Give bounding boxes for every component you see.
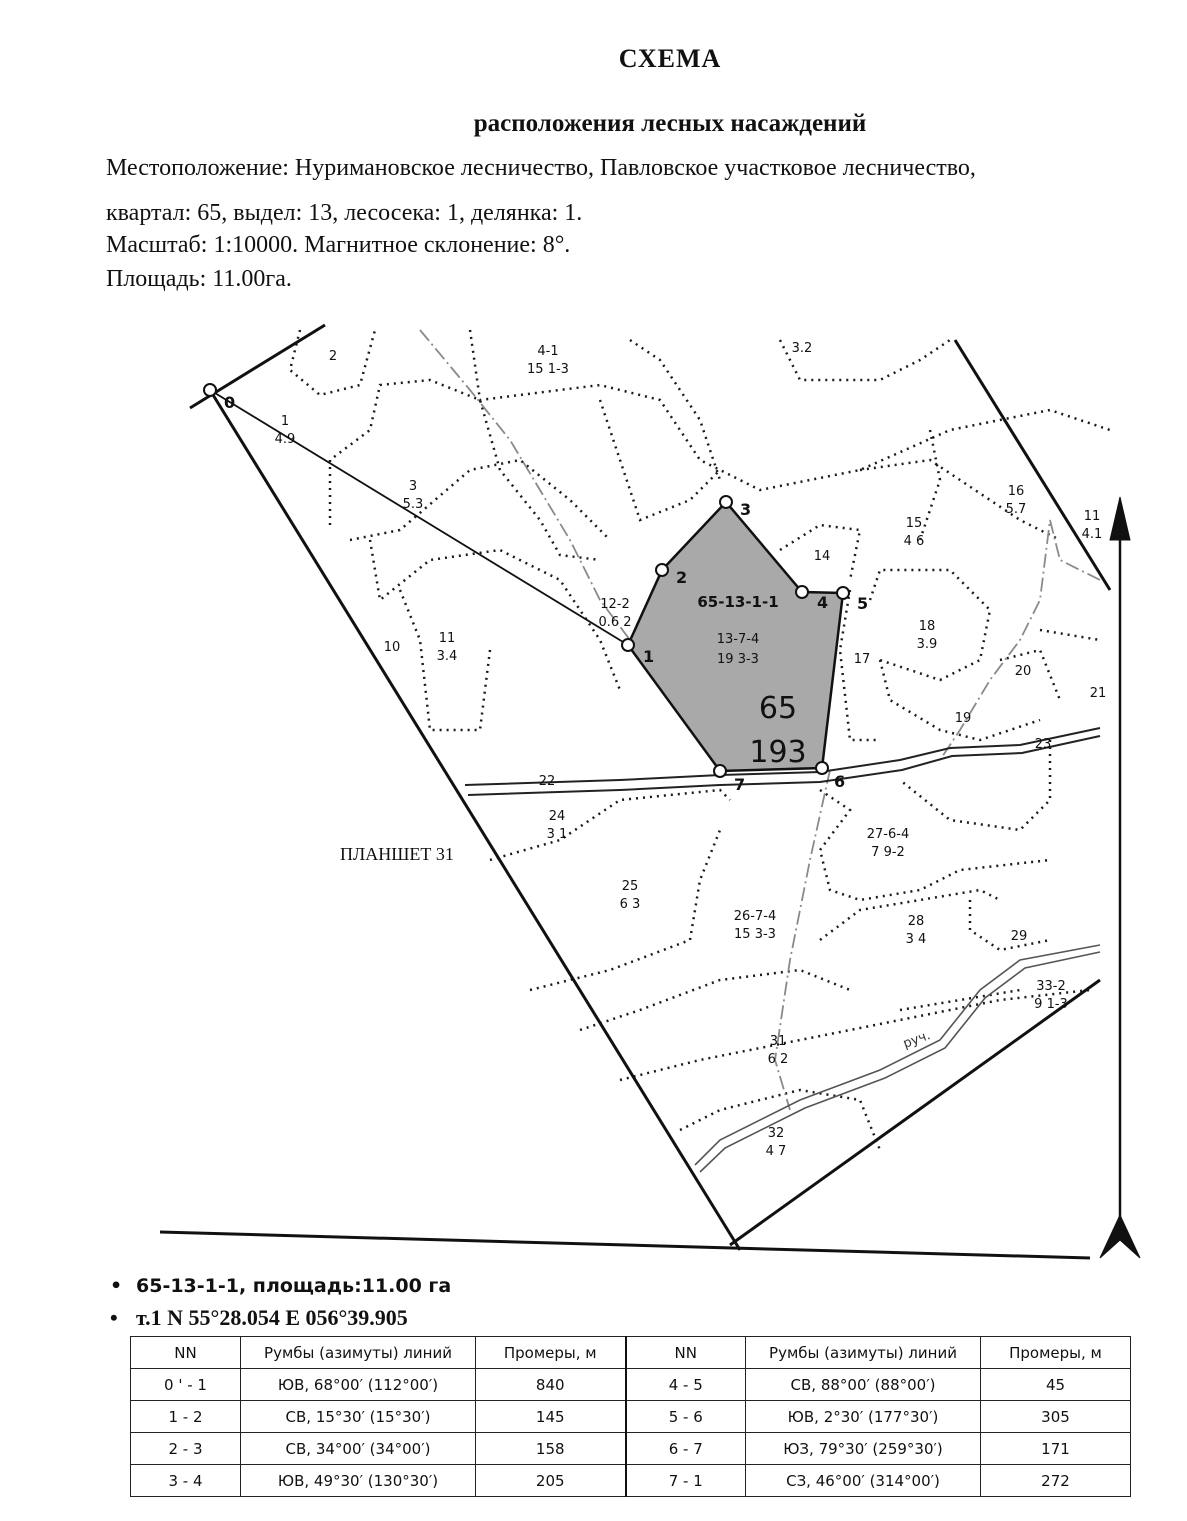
stand-number: 1 — [280, 414, 290, 429]
table-cell: 6 - 7 — [626, 1433, 746, 1465]
header-distance-2: Промеры, м — [981, 1337, 1131, 1369]
stand-label-19 — [547, 809, 568, 842]
stand-label-26 — [768, 1034, 789, 1067]
stand-details: 6 2 — [767, 1052, 789, 1067]
stand-number: 4-1 — [537, 344, 559, 359]
vertex-label-4: 4 — [817, 593, 829, 612]
stand-details: 3 4 — [905, 932, 927, 947]
table-header-row — [131, 1337, 1131, 1369]
table-row — [131, 1401, 1131, 1433]
stand-number: 17 — [853, 652, 871, 667]
north-arrow-head — [1110, 497, 1130, 540]
stand-label-16 — [955, 711, 972, 726]
table-row — [131, 1369, 1131, 1401]
stand-number: 11 — [1083, 509, 1101, 524]
stand-label-23 — [906, 914, 927, 947]
stand-label-14 — [1015, 664, 1032, 679]
stand-boundary — [470, 330, 1110, 490]
stand-label-20 — [867, 827, 909, 860]
table-cell: 45 — [981, 1369, 1131, 1401]
stand-number: 3 — [408, 479, 418, 494]
vertex-marker-2 — [656, 564, 668, 576]
vertex-label-3: 3 — [740, 500, 752, 519]
stand-number: 3.2 — [791, 341, 813, 356]
table-cell: 5 - 6 — [626, 1401, 746, 1433]
stand-details: 4.9 — [274, 432, 296, 447]
stand-boundary — [820, 790, 1050, 900]
stand-label-2 — [792, 341, 813, 356]
vertex-label-7: 7 — [734, 775, 746, 794]
table-cell: ЮЗ, 79°30′ (259°30′) — [746, 1433, 981, 1465]
stand-label-6 — [1082, 509, 1103, 542]
stand-label-22 — [734, 909, 776, 942]
area-line: Площадь: 11.00га. — [106, 266, 292, 292]
stand-boundary — [490, 790, 730, 860]
stand-number: 33-2 — [1036, 979, 1066, 994]
stand-number: 23 — [1034, 737, 1052, 752]
stand-label-21 — [620, 879, 641, 912]
stand-details: 15 3-3 — [734, 927, 776, 942]
stand-label-15 — [1090, 686, 1107, 701]
stand-number: 16 — [1007, 484, 1025, 499]
stand-number: 31 — [769, 1034, 787, 1049]
header-distance: Промеры, м — [476, 1337, 626, 1369]
vertex-marker-6 — [816, 762, 828, 774]
document-subtitle: расположения лесных насаждений — [473, 110, 867, 137]
table-cell: СЗ, 46°00′ (314°00′) — [746, 1465, 981, 1497]
bullet-dot: • — [110, 1275, 123, 1297]
stand-boundary — [1040, 630, 1100, 640]
table-cell: 4 - 5 — [626, 1369, 746, 1401]
stand-number: 20 — [1014, 664, 1032, 679]
point-coordinates-summary — [110, 1305, 408, 1331]
table-cell: 3 - 4 — [131, 1465, 241, 1497]
plot-stand-label: 13-7-4 — [716, 632, 760, 647]
stand-number: 29 — [1010, 929, 1028, 944]
header-nn: NN — [131, 1337, 241, 1369]
stand-label-24 — [1011, 929, 1028, 944]
stand-details: 3.9 — [916, 637, 938, 652]
stand-details: 3 1 — [546, 827, 568, 842]
stand-details: 9 1-3 — [1034, 997, 1068, 1012]
stand-number: 28 — [907, 914, 925, 929]
stand-boundary — [580, 970, 850, 1030]
stand-number: 24 — [548, 809, 566, 824]
plot-code-label: 65-13-1-1 — [697, 593, 779, 611]
plot-area-text: 65-13-1-1, площадь:11.00 га — [136, 1275, 452, 1297]
vertex-marker-0 — [204, 384, 216, 396]
bullet-dot: • — [110, 1305, 118, 1330]
bearings-table — [130, 1336, 1131, 1497]
stand-number: 26-7-4 — [733, 909, 777, 924]
table-cell: 145 — [476, 1401, 626, 1433]
quarter-boundary — [955, 340, 1110, 590]
table-cell: ЮВ, 2°30′ (177°30′) — [746, 1401, 981, 1433]
stand-boundary — [900, 990, 1020, 1010]
plot-stand-sub-label: 19 3-3 — [717, 652, 759, 667]
scale-line: Масштаб: 1:10000. Магнитное склонение: 8°. — [106, 232, 571, 258]
table-cell: ЮВ, 68°00′ (112°00′) — [241, 1369, 476, 1401]
stand-number: 22 — [538, 774, 556, 789]
stand-number: 10 — [383, 640, 401, 655]
stand-boundary — [630, 340, 720, 480]
vertex-label-0: 0 — [224, 393, 236, 412]
table-cell: СВ, 34°00′ (34°00′) — [241, 1433, 476, 1465]
stand-number: 27-6-4 — [866, 827, 910, 842]
vertex-label-6: 6 — [834, 772, 846, 791]
stand-label-27 — [766, 1126, 787, 1159]
north-arrow — [1100, 497, 1140, 1258]
stand-label-4 — [403, 479, 424, 512]
table-cell: 171 — [981, 1433, 1131, 1465]
stand-label-5 — [1006, 484, 1027, 517]
header-nn-2: NN — [626, 1337, 746, 1369]
stand-details: 0.6 2 — [598, 615, 632, 630]
stand-label-0 — [329, 349, 337, 364]
stand-boundary — [330, 380, 600, 560]
quarter-boundary — [210, 390, 740, 1250]
point-coordinates-text: т.1 N 55°28.054 E 056°39.905 — [136, 1305, 408, 1330]
stand-label-18 — [539, 774, 556, 789]
header-bearing: Румбы (азимуты) линий — [241, 1337, 476, 1369]
quarter-sub-label: 193 — [749, 735, 807, 770]
table-cell: 840 — [476, 1369, 626, 1401]
table-cell: СВ, 15°30′ (15°30′) — [241, 1401, 476, 1433]
stand-number: 15 — [905, 516, 923, 531]
stand-details: 7 9-2 — [871, 845, 905, 860]
table-cell: 158 — [476, 1433, 626, 1465]
stand-details: 5.3 — [402, 497, 424, 512]
stand-labels — [275, 341, 1107, 1159]
table-cell: 205 — [476, 1465, 626, 1497]
table-cell: СВ, 88°00′ (88°00′) — [746, 1369, 981, 1401]
forest-map — [0, 310, 1187, 1270]
stand-number: 11 — [438, 631, 456, 646]
stand-number: 18 — [918, 619, 936, 634]
table-cell: ЮВ, 49°30′ (130°30′) — [241, 1465, 476, 1497]
header-bearing-2: Румбы (азимуты) линий — [746, 1337, 981, 1369]
stand-details: 6 3 — [619, 897, 641, 912]
vertex-label-5: 5 — [857, 594, 869, 613]
vertex-marker-7 — [714, 765, 726, 777]
vertex-marker-4 — [796, 586, 808, 598]
stand-details: 4 6 — [903, 534, 925, 549]
stand-details: 4 7 — [765, 1144, 787, 1159]
stand-details: 15 1-3 — [527, 362, 569, 377]
stand-boundary — [600, 400, 720, 520]
stand-details: 3.4 — [436, 649, 458, 664]
stand-number: 12-2 — [600, 597, 630, 612]
table-cell: 2 - 3 — [131, 1433, 241, 1465]
table-cell: 1 - 2 — [131, 1401, 241, 1433]
vertex-marker-3 — [720, 496, 732, 508]
stand-boundary — [900, 740, 1050, 830]
vertex-marker-1 — [622, 639, 634, 651]
table-row — [131, 1433, 1131, 1465]
vertex-label-1: 1 — [643, 647, 655, 666]
stand-details: 5.7 — [1005, 502, 1027, 517]
stand-boundary — [620, 990, 1090, 1080]
stand-label-8 — [814, 549, 831, 564]
stand-boundary — [370, 540, 620, 690]
stand-label-13 — [854, 652, 871, 667]
stand-label-12 — [384, 640, 401, 655]
stand-number: 21 — [1089, 686, 1107, 701]
stand-boundary — [920, 430, 940, 540]
bearings-table-body — [131, 1369, 1131, 1497]
sheet-bottom-line — [160, 1232, 1090, 1258]
stand-number: 19 — [954, 711, 972, 726]
stand-label-17 — [1035, 737, 1052, 752]
table-row — [131, 1465, 1131, 1497]
location-details-line: квартал: 65, выдел: 13, лесосека: 1, делянка: 1. — [106, 200, 583, 226]
table-cell: 7 - 1 — [626, 1465, 746, 1497]
table-cell: 0 ' - 1 — [131, 1369, 241, 1401]
stand-number: 25 — [621, 879, 639, 894]
stand-label-1 — [527, 344, 569, 377]
stand-label-9 — [598, 597, 631, 630]
stand-label-10 — [917, 619, 938, 652]
survey-line — [210, 390, 628, 645]
quarter-number-label: 65 — [758, 691, 798, 726]
table-cell: 272 — [981, 1465, 1131, 1497]
stand-number: 2 — [328, 349, 338, 364]
quarter-boundary — [730, 980, 1100, 1245]
location-line: Местоположение: Нуримановское лесничество, Павловское участковое лесничество, — [106, 155, 976, 181]
north-arrow-tail — [1100, 1215, 1140, 1258]
stand-number: 32 — [767, 1126, 785, 1141]
document-title: СХЕМА — [618, 44, 722, 73]
sheet-label: ПЛАНШЕТ 31 — [340, 844, 454, 864]
vertex-marker-5 — [837, 587, 849, 599]
table-cell: 305 — [981, 1401, 1131, 1433]
stand-details: 4.1 — [1081, 527, 1103, 542]
stand-number: 14 — [813, 549, 831, 564]
stand-label-11 — [437, 631, 458, 664]
stand-boundary — [860, 460, 1060, 540]
vertex-label-2: 2 — [676, 568, 688, 587]
plot-area-summary — [110, 1275, 451, 1297]
stream-label: руч. — [901, 1028, 933, 1052]
